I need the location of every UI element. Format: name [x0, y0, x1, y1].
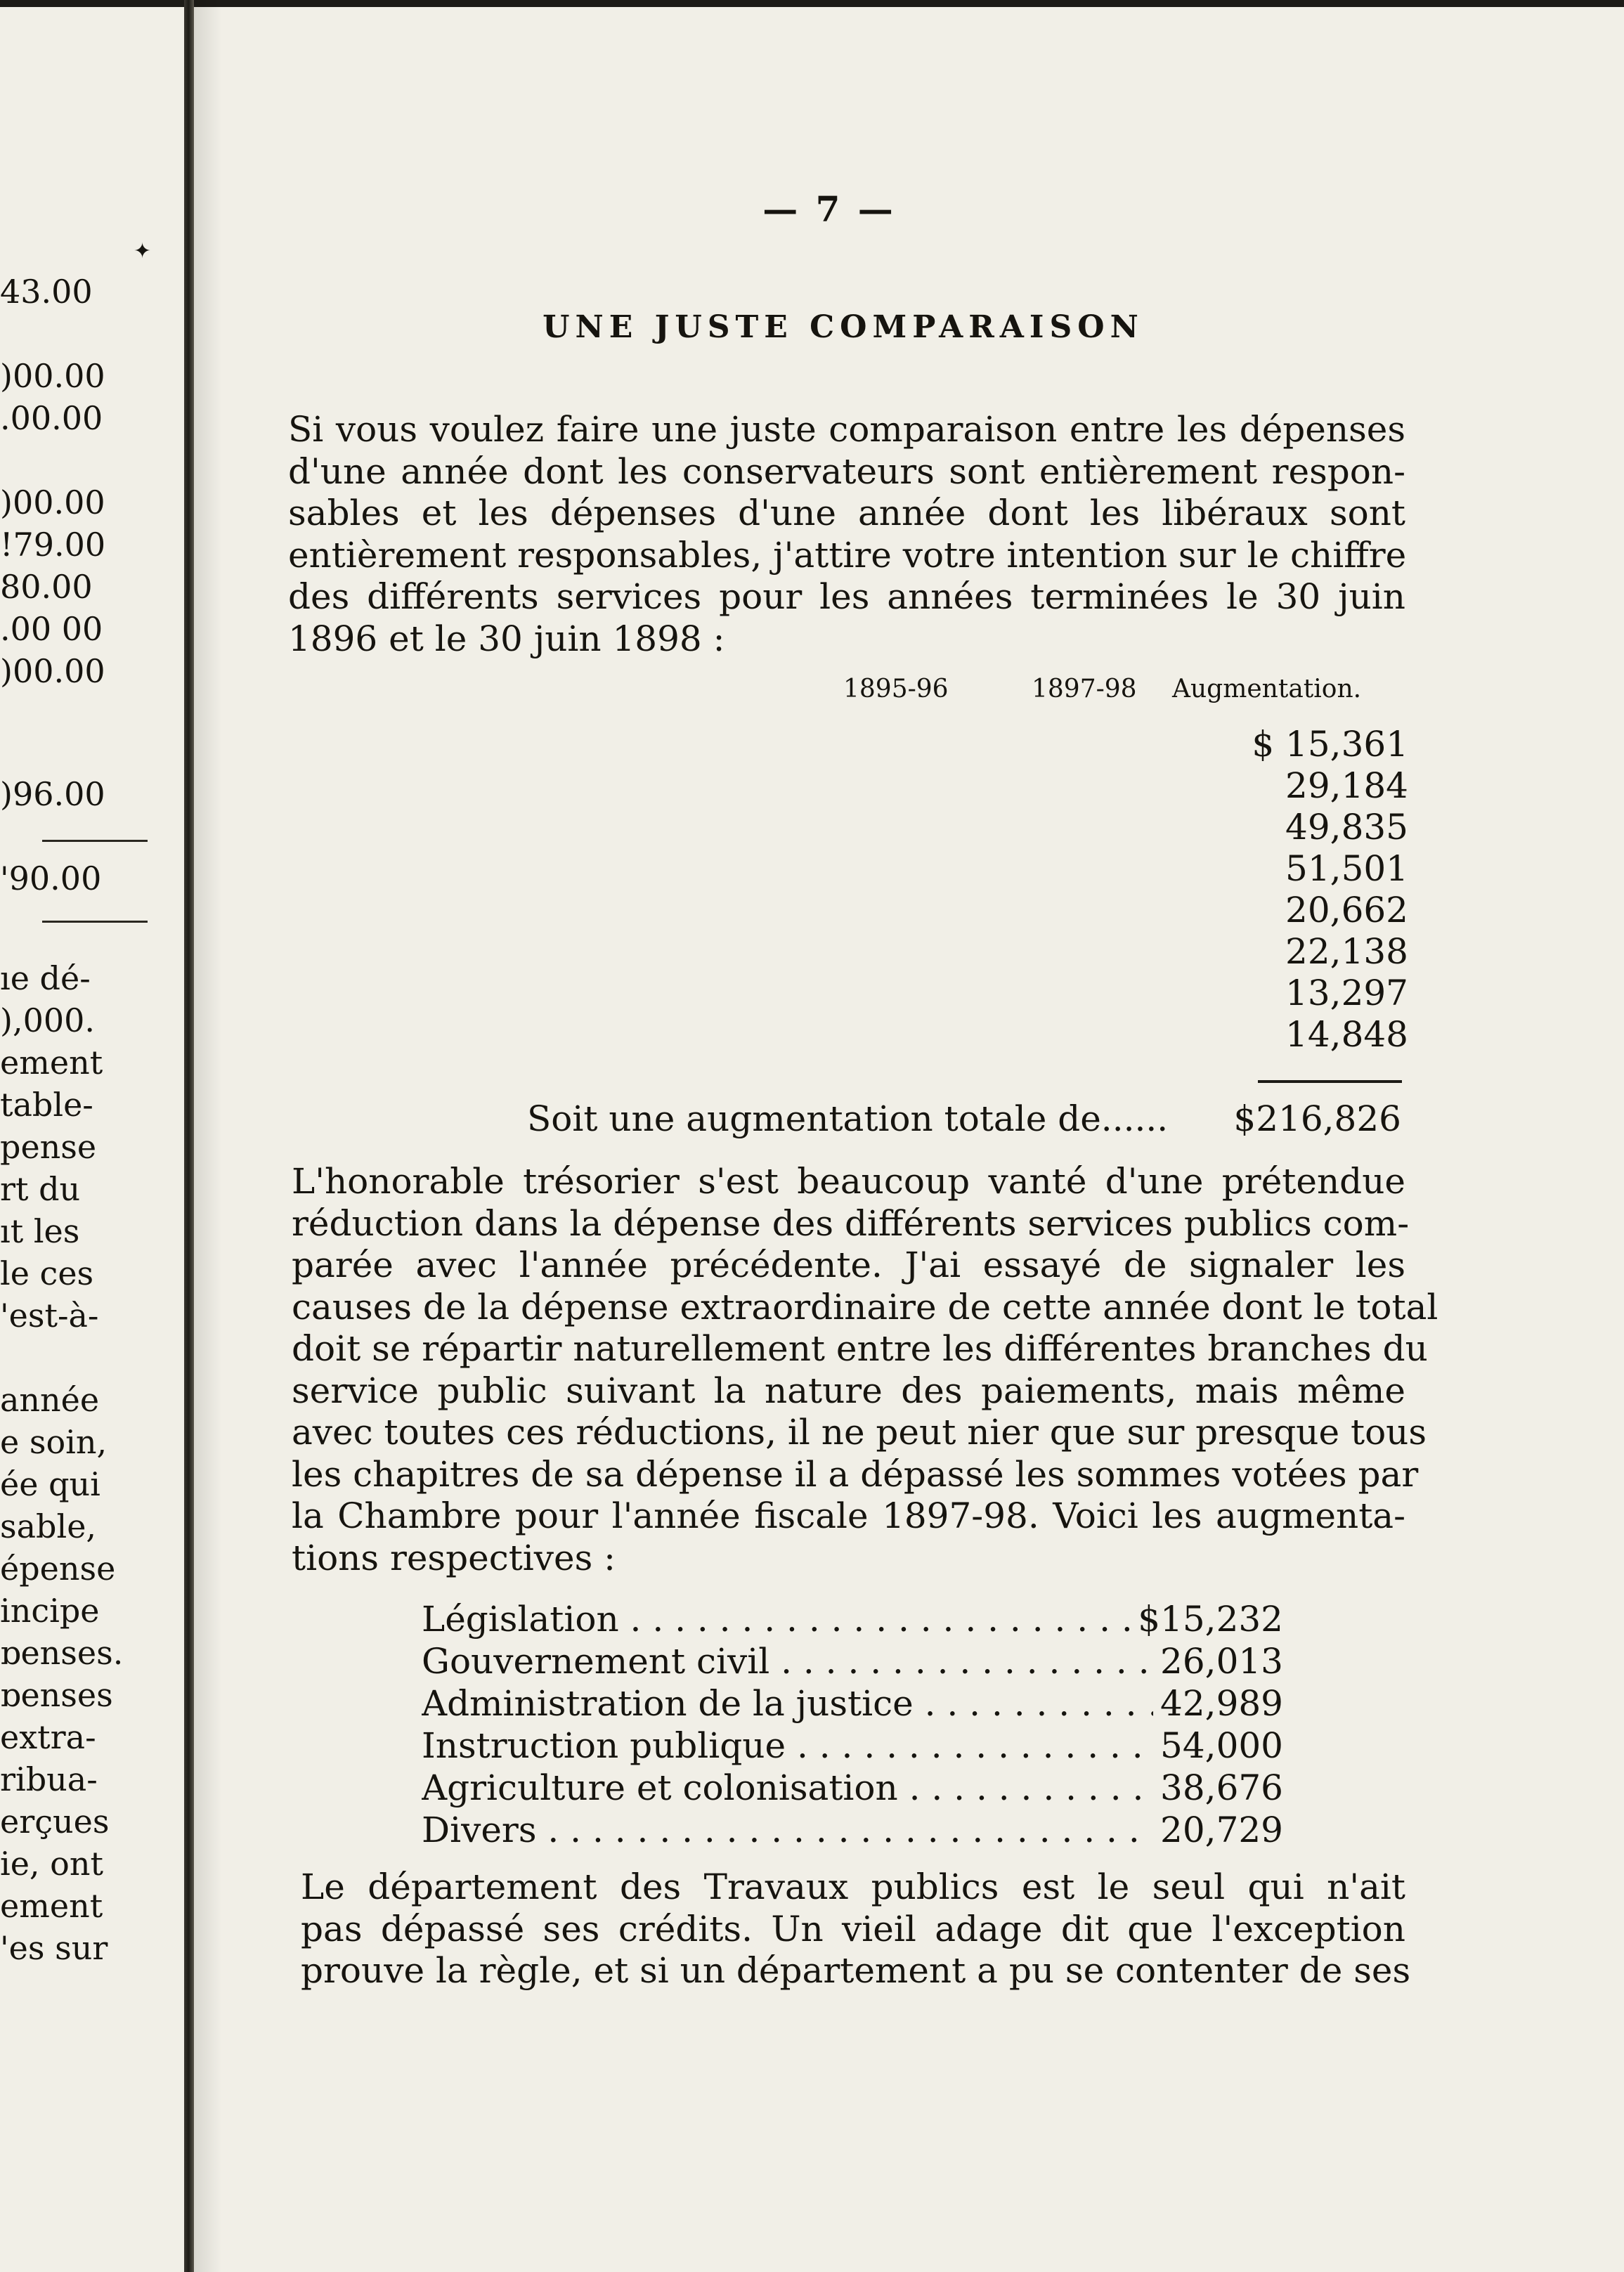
text-line: sables et les dépenses d'une année dont les libéraux sont — [288, 493, 1405, 533]
left-word: ement — [0, 1887, 103, 1925]
text-line: prouve la règle, et si un département a pu se contenter de ses — [301, 1950, 1411, 1991]
column-header: 1897-98 — [1032, 675, 1137, 703]
page-number: — 7 — — [762, 188, 896, 230]
text-line: pas dépassé ses crédits. Un vieil adage dit que l'exception — [301, 1908, 1405, 1949]
left-number: )00.00 — [0, 652, 105, 690]
left-word: table- — [0, 1086, 93, 1124]
book-gutter — [184, 0, 194, 2272]
section-title: UNE JUSTE COMPARAISON — [543, 309, 1144, 345]
item-value: $15,232 — [1131, 1599, 1283, 1640]
value-augmentation: 51,501 — [288, 848, 1408, 889]
table-row — [288, 807, 1408, 848]
list-item — [422, 1683, 1283, 1724]
left-word: ɒenses. — [0, 1634, 124, 1672]
left-number: )96.00 — [0, 775, 105, 813]
text-line: la Chambre pour l'année fiscale 1897-98. Voici les augmenta- — [292, 1495, 1405, 1536]
item-label: Gouvernement civil . . . — [422, 1641, 1283, 1682]
table-row — [288, 765, 1408, 806]
text-line: réduction dans la dépense des différents services publics com- — [292, 1202, 1410, 1244]
column-header: 1895-96 — [843, 675, 949, 703]
left-number: 43.00 — [0, 273, 93, 311]
stray-mark: ✦ — [134, 239, 152, 264]
left-number: '90.00 — [0, 859, 102, 897]
list-item — [422, 1725, 1283, 1766]
left-word: ement — [0, 1044, 103, 1082]
left-word: épense — [0, 1550, 116, 1588]
text-line: d'une année dont les conservateurs sont entièrement respon- — [288, 450, 1405, 492]
left-word: le ces — [0, 1254, 94, 1292]
list-item — [422, 1810, 1283, 1850]
value-augmentation: 13,297 — [288, 973, 1408, 1013]
list-item — [422, 1599, 1283, 1640]
table-row — [288, 973, 1408, 1013]
item-value: 42,989 — [1153, 1683, 1283, 1724]
left-word: e soin, — [0, 1423, 108, 1461]
value-augmentation: 49,835 — [288, 807, 1408, 848]
left-number: .00.00 — [0, 399, 103, 437]
item-label: Divers . . . — [422, 1810, 1283, 1850]
left-word: incipe — [0, 1592, 100, 1630]
text-line: entièrement responsables, j'attire votre intention sur le chiffre — [288, 534, 1407, 576]
scan-top-edge — [0, 0, 1624, 7]
text-line: Si vous voulez faire une juste comparaison entre les dépenses — [288, 409, 1405, 450]
left-word: ıt les — [0, 1212, 80, 1250]
left-word: extra- — [0, 1718, 96, 1756]
left-word: année — [0, 1381, 100, 1419]
text-line: des différents services pour les années terminées le 30 juin — [288, 576, 1405, 617]
text-line: L'honorable trésorier s'est beaucoup vanté d'une prétendue — [292, 1161, 1405, 1202]
left-number: .00 00 — [0, 610, 103, 648]
left-word: ),000. — [0, 1001, 95, 1039]
text-line: 1896 et le 30 juin 1898 : — [288, 618, 725, 659]
left-word: 'es sur — [0, 1929, 108, 1967]
paragraph-intro — [288, 409, 1405, 660]
left-word: ıe dé- — [0, 959, 91, 997]
left-number: )00.00 — [0, 357, 105, 395]
table-row — [288, 1014, 1408, 1055]
left-word: 'est-à- — [0, 1297, 99, 1335]
left-rule — [42, 921, 148, 923]
left-word: ie, ont — [0, 1845, 103, 1883]
total-value: $216,826 — [1233, 1098, 1401, 1139]
text-line: les chapitres de sa dépense il a dépassé les sommes votées par — [292, 1453, 1419, 1495]
item-value: 54,000 — [1153, 1725, 1283, 1766]
column-header: Augmentation. — [1172, 675, 1362, 703]
table-row — [288, 931, 1408, 972]
table-row — [288, 890, 1408, 930]
table-row — [288, 724, 1408, 765]
left-number: 80.00 — [0, 568, 93, 606]
item-label: Instruction publique . . . — [422, 1725, 1283, 1766]
left-word: rt du — [0, 1170, 81, 1208]
left-rule — [42, 840, 148, 842]
paragraph-body — [292, 1161, 1438, 1579]
paragraph-closing — [301, 1867, 1411, 1992]
text-line: Le département des Travaux publics est le seul qui n'ait — [301, 1867, 1405, 1907]
value-augmentation: 14,848 — [288, 1014, 1408, 1055]
left-word: ribua- — [0, 1760, 98, 1798]
item-label: Administration de la justice . . . — [422, 1683, 1283, 1724]
list-item — [422, 1641, 1283, 1682]
value-augmentation: 20,662 — [288, 890, 1408, 930]
item-value: 38,676 — [1153, 1767, 1283, 1808]
left-number: )00.00 — [0, 483, 105, 521]
total-label: Soit une augmentation totale de...... — [527, 1098, 1169, 1139]
left-word: pense — [0, 1128, 97, 1166]
value-augmentation: $ 15,361 — [288, 724, 1408, 765]
text-line: tions respectives : — [292, 1537, 616, 1578]
text-line: parée avec l'année précédente. J'ai essayé de signaler les — [292, 1245, 1405, 1285]
item-label: Législation . . . — [422, 1599, 1283, 1640]
gutter-shadow — [194, 0, 222, 2272]
sum-rule — [1258, 1080, 1402, 1083]
item-value: 26,013 — [1153, 1641, 1283, 1682]
text-line: service public suivant la nature des paiements, mais même — [292, 1370, 1405, 1411]
item-label: Agriculture et colonisation . . . — [422, 1767, 1283, 1808]
text-line: avec toutes ces réductions, il ne peut nier que sur presque tous — [292, 1412, 1427, 1453]
left-word: ée qui — [0, 1465, 100, 1503]
left-number: !79.00 — [0, 526, 106, 564]
item-value: 20,729 — [1153, 1810, 1283, 1850]
left-word: sable, — [0, 1507, 97, 1545]
list-item — [422, 1767, 1283, 1808]
value-augmentation: 22,138 — [288, 931, 1408, 972]
table-row — [288, 848, 1408, 889]
left-word: erçues — [0, 1803, 110, 1841]
left-word: ɒenses — [0, 1676, 113, 1714]
value-augmentation: 29,184 — [288, 765, 1408, 806]
text-line: causes de la dépense extraordinaire de cette année dont le total — [292, 1286, 1438, 1328]
text-line: doit se répartir naturellement entre les différentes branches du — [292, 1328, 1428, 1369]
